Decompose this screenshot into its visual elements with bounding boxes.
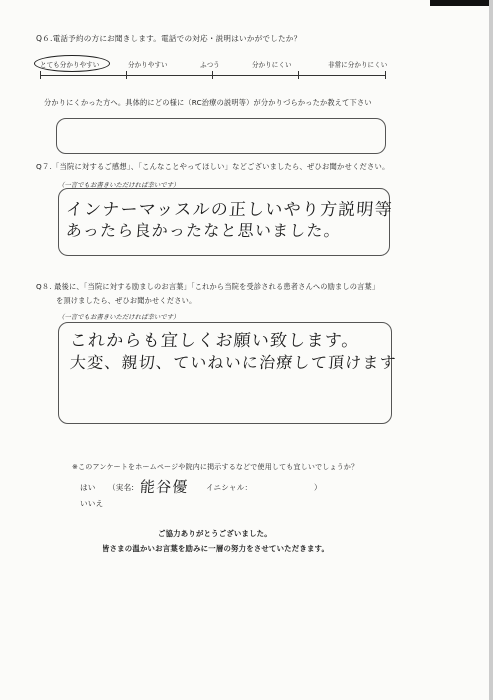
thanks-line-1: ご協力ありがとうございました。 [158, 529, 272, 538]
q6-option-very-hard[interactable]: 非常に分かりにくい [328, 61, 388, 69]
q6-tick-3 [212, 71, 213, 79]
consent-initial-label: イニシャル： [206, 483, 253, 492]
q8-answer-line-1: これからも宜しくお願い致します。 [69, 331, 361, 351]
q8-title-line-2: を頂けましたら、ぜひお聞かせください。 [56, 296, 197, 305]
q8-title-line-1: Q８. 最後に、「当院に対する励ましのお言葉」「これから当院を受診される患者さんへの励ましの言葉」 [36, 282, 380, 291]
consent-close-paren: ） [314, 483, 322, 492]
q8-hint: （一言でもお書きいただければ幸いです） [58, 313, 180, 321]
scan-mark-top-right [430, 0, 493, 6]
q6-option-hard[interactable]: 分かりにくい [252, 61, 292, 69]
consent-yes-option[interactable]: はい [80, 483, 96, 492]
scan-mark-right-edge [489, 0, 493, 700]
consent-name-prefix: （実名: [108, 483, 135, 492]
q6-tick-5 [385, 71, 386, 79]
q6-tick-1 [40, 71, 41, 79]
consent-no-option[interactable]: いいえ [80, 499, 104, 508]
q7-title: Q７.「当院に対するご感想」、「こんなことやってほしい」などございましたら、ぜひお聞かせください。 [36, 162, 390, 171]
q7-answer-line-2: あったら良かったなと思いました。 [65, 221, 342, 240]
q6-option-normal[interactable]: ふつう [200, 61, 220, 69]
q6-followup: 分かりにくかった方へ。具体的にどの様に（RC治療の説明等）が分かりづらかったか教えて下さい [44, 98, 372, 107]
q6-title: Q６.電話予約の方にお聞きします。電話での対応・説明はいかがでしたか？ [36, 34, 302, 43]
q6-selected-circle [34, 55, 110, 72]
q6-option-very-easy[interactable]: とても分かりやすい [40, 61, 100, 69]
q7-hint: （一言でもお書きいただければ幸いです） [58, 181, 180, 189]
consent-question: ※このアンケートをホームページや院内に掲示するなどで使用しても宜しいでしょうか？ [72, 463, 359, 471]
q7-answer-line-1: インナーマッスルの正しいやり方説明等 [65, 200, 394, 220]
thanks-line-2: 皆さまの温かいお言葉を励みに一層の努力をさせていただきます。 [102, 544, 330, 553]
q6-tick-2 [126, 71, 127, 79]
consent-name-value: 能谷優 [139, 478, 190, 496]
q6-option-easy[interactable]: 分かりやすい [128, 61, 168, 69]
q6-scale-line [40, 75, 386, 76]
q6-tick-4 [298, 71, 299, 79]
q8-answer-line-2: 大変、親切、ていねいに治療して頂けます [69, 353, 398, 372]
q6-followup-answer-box[interactable] [56, 118, 386, 154]
